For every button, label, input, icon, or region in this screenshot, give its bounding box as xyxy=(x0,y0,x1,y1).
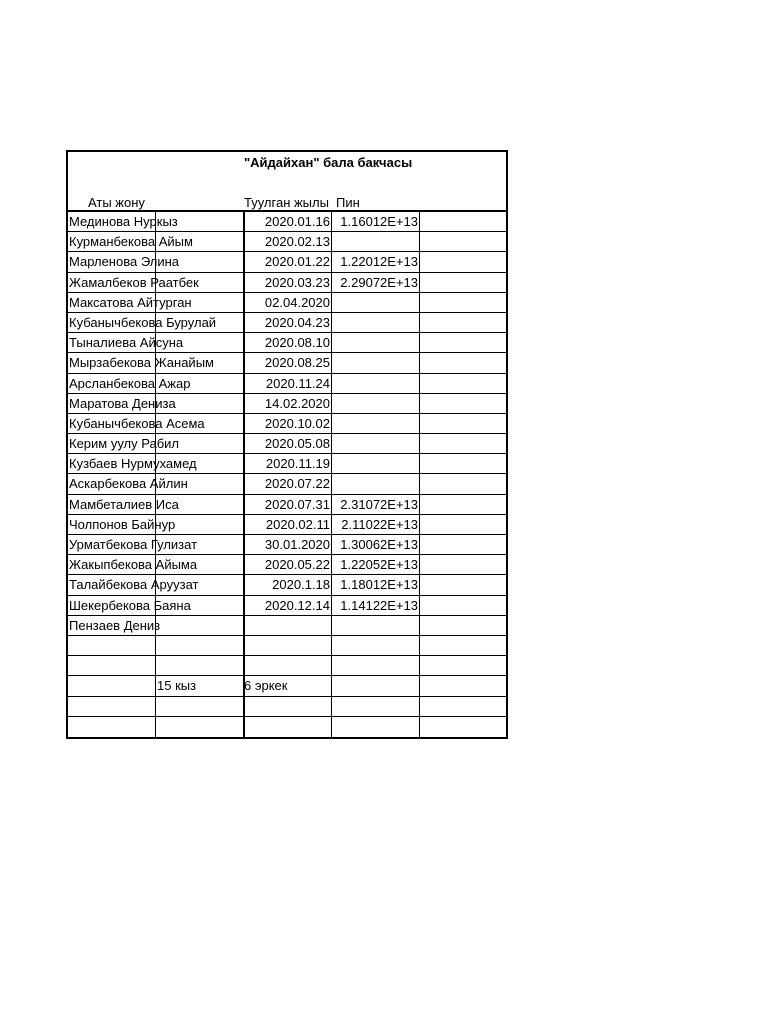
table-row xyxy=(68,434,506,454)
cell-name[interactable]: Марленова Элина xyxy=(69,254,179,270)
table-row xyxy=(68,293,506,313)
cell-girls-count[interactable]: 15 кыз xyxy=(157,678,197,694)
column-divider xyxy=(419,535,420,554)
cell-name[interactable]: Мамбеталиев Иса xyxy=(69,496,179,512)
column-divider xyxy=(331,474,332,493)
table-row xyxy=(68,333,506,353)
table-row xyxy=(68,697,506,717)
column-divider xyxy=(419,394,420,413)
cell-name[interactable]: Кузбаев Нурмухамед xyxy=(69,456,197,472)
cell-birth-date[interactable]: 2020.07.31 xyxy=(264,496,330,512)
column-divider xyxy=(331,252,332,271)
table-row xyxy=(68,394,506,414)
column-divider xyxy=(331,616,332,635)
column-divider xyxy=(419,414,420,433)
cell-name[interactable]: Мединова Нуркыз xyxy=(69,214,178,229)
cell-pin[interactable]: 1.22012E+13 xyxy=(340,254,418,270)
column-divider xyxy=(419,515,420,534)
cell-name[interactable]: Тыналиева Айсуна xyxy=(69,335,184,351)
cell-pin[interactable]: 2.29072E+13 xyxy=(340,274,418,290)
column-divider xyxy=(331,697,332,716)
cell-pin[interactable]: 1.14122E+13 xyxy=(340,597,418,613)
cell-birth-date[interactable]: 2020.10.02 xyxy=(264,415,330,431)
table-row xyxy=(68,273,506,293)
column-divider xyxy=(419,313,420,332)
table-row xyxy=(68,596,506,616)
spreadsheet-table xyxy=(66,150,508,739)
column-divider xyxy=(419,454,420,473)
column-divider xyxy=(331,394,332,413)
cell-birth-date[interactable]: 2020.11.19 xyxy=(265,456,330,472)
column-divider xyxy=(419,252,420,271)
column-divider xyxy=(419,273,420,292)
cell-birth-date[interactable]: 2020.02.11 xyxy=(265,516,330,532)
sheet-title: "Айдайхан" бала бакчасы xyxy=(244,155,413,170)
cell-birth-date[interactable]: 2020.08.25 xyxy=(264,355,330,371)
column-divider xyxy=(331,636,332,655)
column-divider xyxy=(419,596,420,615)
column-divider xyxy=(155,636,156,655)
cell-birth-date[interactable]: 2020.1.18 xyxy=(272,577,330,593)
table-row xyxy=(68,474,506,494)
cell-birth-date[interactable]: 14.02.2020 xyxy=(264,395,330,411)
cell-name[interactable]: Мырзабекова Жанайым xyxy=(69,355,214,371)
title-block xyxy=(68,152,506,212)
column-divider xyxy=(419,636,420,655)
column-divider xyxy=(419,495,420,514)
column-divider xyxy=(419,374,420,393)
column-divider xyxy=(331,596,332,615)
cell-pin[interactable]: 2.11022E+13 xyxy=(341,516,418,532)
column-divider xyxy=(419,616,420,635)
cell-pin[interactable]: 1.18012E+13 xyxy=(340,577,418,593)
column-divider xyxy=(419,697,420,716)
table-row xyxy=(68,555,506,575)
cell-name[interactable]: Пензаев Дениз xyxy=(69,617,161,633)
cell-birth-date[interactable]: 2020.02.13 xyxy=(264,234,330,250)
header-pin: Пин xyxy=(336,195,360,210)
cell-pin[interactable]: 1.22052E+13 xyxy=(340,557,418,573)
cell-name[interactable]: Талайбекова Аруузат xyxy=(69,577,199,593)
column-divider xyxy=(331,717,332,737)
column-divider xyxy=(331,575,332,594)
table-row xyxy=(68,535,506,555)
table-row xyxy=(68,717,506,737)
column-divider xyxy=(331,535,332,554)
column-divider xyxy=(331,293,332,312)
table-row xyxy=(68,495,506,515)
table-row xyxy=(68,676,506,696)
cell-birth-date[interactable]: 2020.04.23 xyxy=(264,314,330,330)
cell-birth-date[interactable]: 2020.08.10 xyxy=(264,335,330,351)
column-divider xyxy=(331,656,332,675)
cell-birth-date[interactable]: 02.04.2020 xyxy=(264,294,330,310)
cell-name[interactable]: Урматбекова Гулизат xyxy=(69,537,198,552)
column-divider xyxy=(419,212,420,231)
cell-name[interactable]: Чолпонов Байнур xyxy=(69,516,176,532)
cell-birth-date[interactable]: 2020.03.23 xyxy=(264,274,330,290)
cell-birth-date[interactable]: 2020.05.22 xyxy=(264,557,330,573)
column-divider xyxy=(331,454,332,473)
column-divider xyxy=(331,374,332,393)
cell-pin[interactable]: 1.16012E+13 xyxy=(340,214,418,229)
column-divider xyxy=(331,515,332,534)
column-divider xyxy=(331,676,332,695)
column-divider xyxy=(331,555,332,574)
column-divider xyxy=(419,656,420,675)
column-divider xyxy=(243,656,245,675)
table-row xyxy=(68,454,506,474)
column-divider xyxy=(331,434,332,453)
column-divider xyxy=(419,232,420,251)
cell-birth-date[interactable]: 2020.11.24 xyxy=(265,375,330,391)
column-divider xyxy=(331,414,332,433)
column-divider xyxy=(155,697,156,716)
table-row xyxy=(68,374,506,394)
cell-birth-date[interactable]: 2020.12.14 xyxy=(264,597,330,613)
cell-name[interactable]: Максатова Айтурган xyxy=(69,294,192,310)
cell-name[interactable]: Жакыпбекова Айыма xyxy=(69,557,198,573)
column-divider xyxy=(419,333,420,352)
cell-name[interactable]: Кубанычбекова Бурулай xyxy=(69,314,217,330)
cell-birth-date[interactable]: 30.01.2020 xyxy=(264,537,330,552)
column-divider xyxy=(419,474,420,493)
column-divider xyxy=(243,717,245,737)
cell-birth-date[interactable]: 2020.01.22 xyxy=(264,254,330,270)
table-row xyxy=(68,515,506,535)
cell-pin[interactable]: 2.31072E+13 xyxy=(340,496,418,512)
column-divider xyxy=(155,717,156,737)
column-divider xyxy=(419,353,420,372)
table-row xyxy=(68,353,506,373)
table-body xyxy=(68,212,506,737)
cell-name[interactable]: Керим уулу Рабил xyxy=(69,436,180,452)
column-divider xyxy=(331,353,332,372)
cell-pin[interactable]: 1.30062E+13 xyxy=(340,537,418,552)
column-divider xyxy=(331,313,332,332)
cell-name[interactable]: Курманбекова Айым xyxy=(69,234,193,250)
table-row xyxy=(68,212,506,232)
cell-name[interactable]: Маратова Дениза xyxy=(69,395,176,411)
column-divider xyxy=(331,333,332,352)
column-divider xyxy=(419,434,420,453)
cell-name[interactable]: Кубанычбекова Асема xyxy=(69,415,205,431)
column-divider xyxy=(331,273,332,292)
table-row xyxy=(68,414,506,434)
cell-name[interactable]: Жамалбеков Раатбек xyxy=(69,274,199,290)
table-row xyxy=(68,313,506,333)
column-divider xyxy=(243,636,245,655)
cell-name[interactable]: Аскарбекова Айлин xyxy=(69,476,188,492)
cell-birth-date[interactable]: 2020.07.22 xyxy=(264,476,330,492)
cell-boys-count[interactable]: 6 эркек xyxy=(244,678,288,694)
cell-birth-date[interactable]: 2020.01.16 xyxy=(264,214,330,229)
cell-name[interactable]: Арсланбекова Ажар xyxy=(69,375,191,391)
column-divider xyxy=(419,717,420,737)
column-divider xyxy=(331,232,332,251)
table-row xyxy=(68,232,506,252)
column-divider xyxy=(243,616,245,635)
column-divider xyxy=(155,676,156,695)
table-row xyxy=(68,656,506,676)
column-divider xyxy=(419,676,420,695)
table-row xyxy=(68,616,506,636)
column-divider xyxy=(331,212,332,231)
header-birth-year: Туулган жылы xyxy=(244,195,329,210)
column-divider xyxy=(243,697,245,716)
column-divider xyxy=(331,495,332,514)
column-divider xyxy=(419,293,420,312)
column-divider xyxy=(419,555,420,574)
column-divider xyxy=(155,656,156,675)
header-name: Аты жону xyxy=(88,195,145,210)
table-row xyxy=(68,636,506,656)
column-divider xyxy=(419,575,420,594)
cell-name[interactable]: Шекербекова Баяна xyxy=(69,597,191,613)
table-row xyxy=(68,575,506,595)
table-row xyxy=(68,252,506,272)
cell-birth-date[interactable]: 2020.05.08 xyxy=(264,436,330,452)
